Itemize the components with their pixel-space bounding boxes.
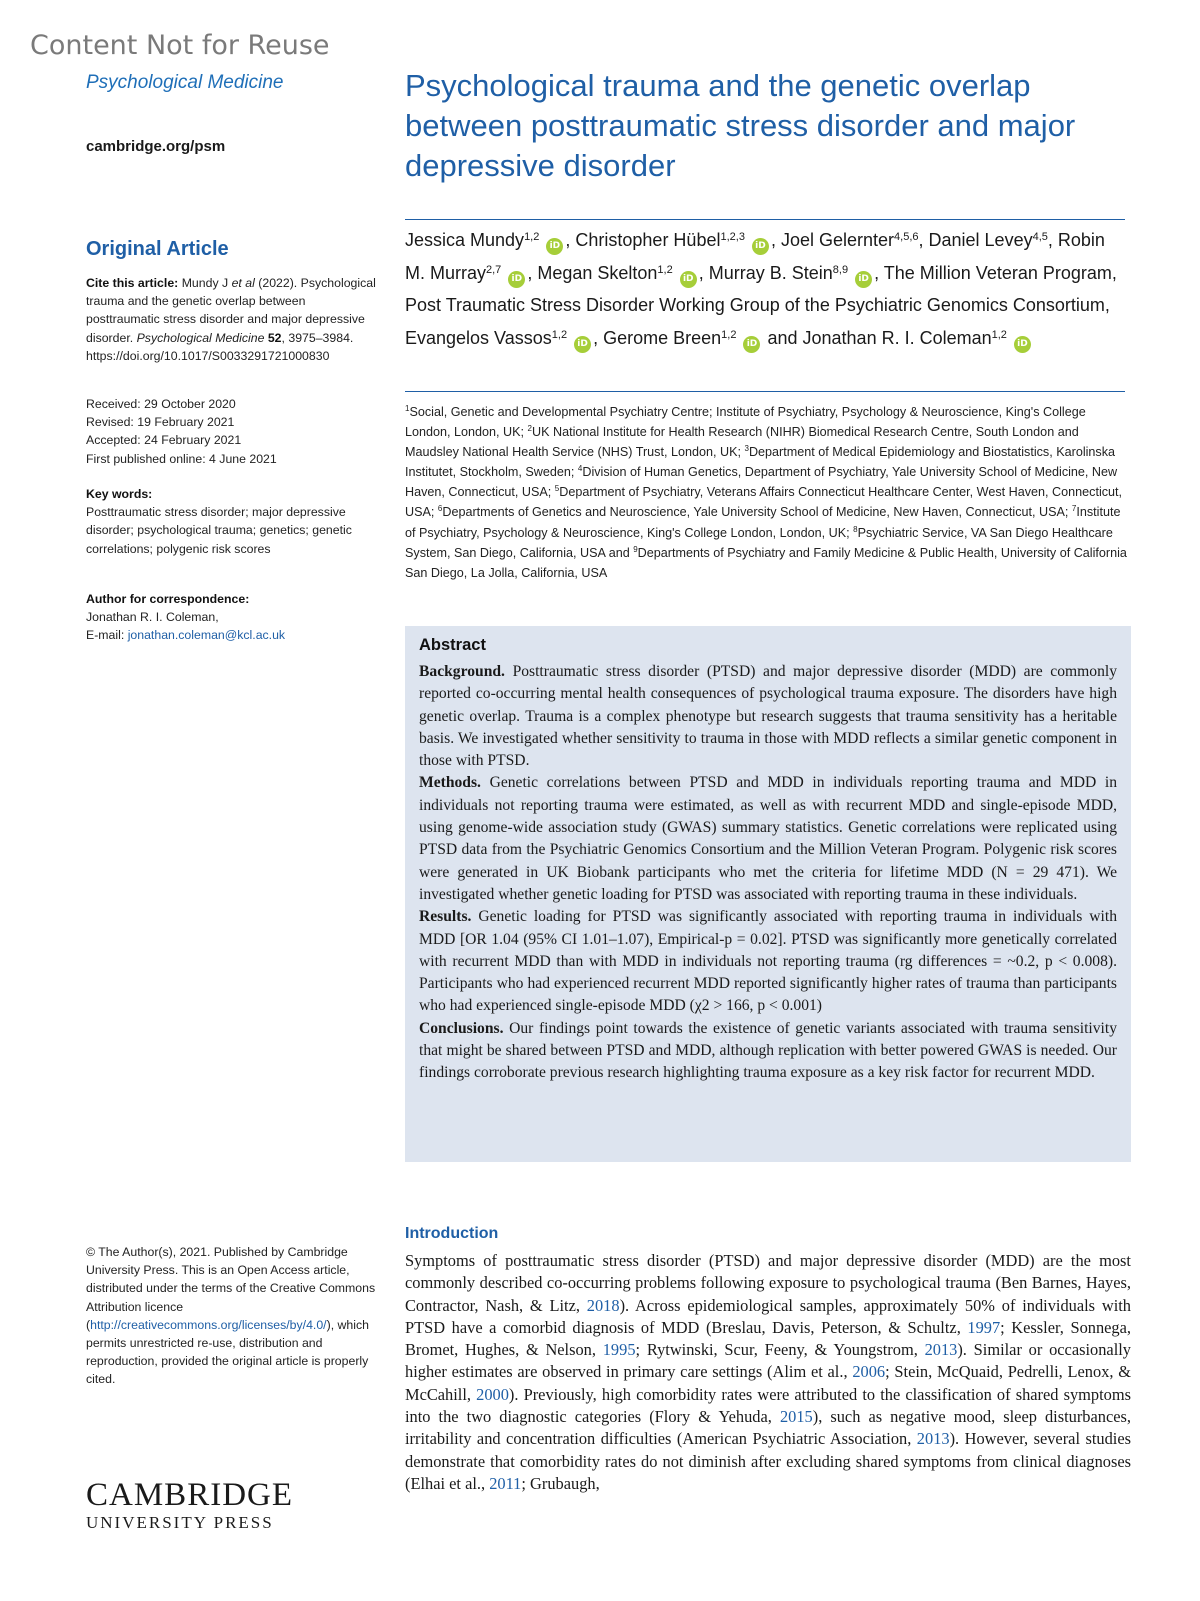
- citation-link[interactable]: 2000: [476, 1384, 509, 1404]
- abstract-body: [419, 661, 1117, 1085]
- citation-link[interactable]: 2006: [852, 1362, 886, 1382]
- intro-text: ). Across epidemiological samples, approximately 50% of individuals with PTSD have a comorbid diagnosis of MDD (Breslau, Davis, Peterson, & Schultz,: [405, 1295, 1132, 1337]
- orcid-icon[interactable]: iD: [1014, 336, 1031, 353]
- intro-text: Symptoms of posttraumatic stress disorder (PTSD) and major depressive disorder (MDD) are the most commonly described co-occurring problems following exposure to psychological trauma (Ben Barnes, Hayes, Contractor, Nash, & Litz,: [405, 1251, 1131, 1315]
- abstract-heading: Abstract: [419, 636, 486, 654]
- conclusions-label: Conclusions.: [419, 1019, 504, 1037]
- author-separator: ,: [565, 230, 576, 250]
- date-received: Received: 29 October 2020: [86, 397, 236, 411]
- intro-text: ; Grubaugh,: [521, 1473, 600, 1493]
- dates-block: [86, 395, 376, 468]
- cite-authors: Mundy J: [181, 276, 229, 290]
- intro-text: ; Stein, McQuaid, Pedrelli, Lenox, & McCahill,: [405, 1362, 1131, 1404]
- intro-text: ). However, several studies demonstrate that comorbidity rates do not diminish after excluding shared symptoms from clinical diagnoses (Elhai et al.,: [405, 1429, 1131, 1493]
- intro-text: ; Rytwinski, Scur, Feeny, & Youngstrom,: [635, 1340, 925, 1360]
- author-name: Murray B. Stein: [708, 262, 833, 283]
- cite-year-title: (2022). Psychological trauma and the genetic overlap between posttraumatic stress disorder and major depressive disorder.: [86, 276, 376, 345]
- correspondence-label: Author for correspondence:: [86, 592, 250, 606]
- citation-link[interactable]: 1997: [967, 1317, 1001, 1337]
- background-label: Background.: [419, 663, 505, 680]
- license-block: [86, 1243, 376, 1389]
- author-affiliation-marker: 4,5,6: [894, 231, 919, 243]
- author-separator: ,: [918, 230, 929, 250]
- affiliation-text: Psychiatric Service, VA San Diego Healthcare System, San Diego, California, USA and: [405, 525, 1113, 560]
- journal-name: Psychological Medicine: [86, 72, 284, 93]
- journal-website[interactable]: cambridge.org/psm: [86, 138, 226, 155]
- article-title: Psychological trauma and the genetic overlap between posttraumatic stress disorder and major depressive disorder: [405, 68, 1076, 183]
- date-revised: Revised: 19 February 2021: [86, 415, 235, 430]
- methods-label: Methods.: [419, 774, 481, 792]
- author-name: Joel Gelernter: [780, 230, 895, 250]
- affiliation-number: 4: [577, 464, 583, 474]
- author-name: Gerome Breen: [603, 327, 722, 348]
- results-text: Genetic loading for PTSD was significantly associated with reporting trauma in individuals with MDD [OR 1.04 (95% CI 1.01–1.07), Empirical-p = 0.02]. PTSD was significantly more genetically correlated with recurrent MDD than with MDD in individuals not reporting trauma (rg differences = ~0.2, p < 0.008). Participants who had experienced recurrent MDD reported significantly higher rates of trauma than participants who had experienced single-episode MDD (χ2 > 166, p < 0.001): [419, 908, 1117, 1015]
- affiliation-text: Department of Psychiatry, Veterans Affairs Connecticut Healthcare Center, West Haven, Connecticut, USA;: [405, 485, 1123, 520]
- conclusions-text: Our findings point towards the existence of genetic variants associated with trauma sensitivity that might be shared between PTSD and MDD, although replication with better powered GWAS is needed. Our findings corroborate previous research highlighting trauma exposure as a key risk factor for recurrent MDD.: [419, 1019, 1117, 1082]
- introduction-heading: Introduction: [405, 1225, 499, 1242]
- cite-etal: et al: [231, 276, 255, 290]
- author-name: Christopher Hübel: [575, 230, 721, 250]
- authors-top-rule: [405, 219, 1125, 220]
- correspondence-email-line: [86, 626, 376, 644]
- license-text-pre: © The Author(s), 2021. Published by Cambridge University Press. This is an Open Access article, distributed under the terms of the Creative Commons Attribution licence (: [86, 1245, 376, 1332]
- author-affiliation-marker: 1,2: [991, 328, 1007, 341]
- author-affiliation-marker: 2,7: [486, 263, 502, 276]
- affiliations: [405, 402, 1131, 583]
- license-link[interactable]: http://creativecommons.org/licenses/by/4.0/: [90, 1317, 327, 1332]
- author-affiliation-marker: 1,2,3: [720, 231, 745, 243]
- author-name: The Million Veteran Program, Post Traumatic Stress Disorder Working Group of the Psychiatric Genomics Consortium: [405, 262, 1117, 315]
- methods-text: Genetic correlations between PTSD and MDD in individuals reporting trauma and MDD in individuals not reporting trauma were estimated, as well as with recurrent MDD and single-episode MDD, using genome-wide association study (GWAS) summary statistics. Genetic correlations were replicated using PTSD data from the Psychiatric Genomics Consortium and the Million Veteran Program. Polygenic risk scores were generated in UK Biobank participants who met the criteria for lifetime MDD (N = 29 471). We investigated whether genetic loading for PTSD was associated with reporting trauma in these individuals.: [419, 774, 1117, 903]
- orcid-icon[interactable]: iD: [574, 336, 591, 353]
- date-accepted: Accepted: 24 February 2021: [86, 433, 242, 448]
- author-name: Megan Skelton: [537, 262, 658, 283]
- orcid-icon[interactable]: iD: [546, 238, 563, 255]
- keywords-text: Posttraumatic stress disorder; major depressive disorder; psychological trauma; genetics; genetic correlations; polygenic risk scores: [86, 505, 352, 556]
- publisher-logo-line1: CAMBRIDGE: [86, 1477, 294, 1513]
- affiliation-number: 7: [1071, 504, 1077, 514]
- citation-link[interactable]: 2015: [779, 1407, 813, 1427]
- author-separator: ,: [698, 262, 709, 283]
- orcid-icon[interactable]: iD: [855, 271, 872, 288]
- background-text: Posttraumatic stress disorder (PTSD) and major depressive disorder (MDD) are commonly reported co-occurring mental health consequences of psychological trauma exposure. The disorders have high genetic overlap. Trauma is a complex phenotype but research suggests that trauma sensitivity has a heritable basis. We investigated whether sensitivity to trauma in those with MDD reflects a similar genetic component in those with PTSD.: [419, 663, 1117, 770]
- keywords-block: [86, 485, 376, 558]
- citation-link[interactable]: 2011: [489, 1473, 522, 1493]
- author-affiliation-marker: 1,2: [524, 231, 540, 243]
- results-label: Results.: [419, 908, 472, 926]
- cite-block: [86, 274, 376, 365]
- author-affiliation-marker: 1,2: [657, 263, 673, 276]
- author-separator: ,: [1104, 295, 1110, 315]
- introduction-body: [405, 1250, 1131, 1495]
- intro-text: ; Kessler, Sonnega, Bromet, Hughes, & Nelson,: [405, 1317, 1132, 1360]
- affiliation-number: 5: [554, 484, 560, 494]
- citation-link[interactable]: 2013: [916, 1429, 950, 1449]
- intro-text: ). Previously, high comorbidity rates were attributed to the classification of shared symptoms into the two diagnostic categories (Flory & Yehuda,: [405, 1384, 1132, 1427]
- citation-link[interactable]: 2018: [586, 1295, 620, 1315]
- date-published: First published online: 4 June 2021: [86, 451, 277, 466]
- orcid-icon[interactable]: iD: [743, 336, 760, 353]
- license-text-post: ), which permits unrestricted re-use, distribution and reproduction, provided the original article is properly cited.: [86, 1317, 369, 1387]
- affiliation-text: Departments of Psychiatry and Family Medicine & Public Health, University of California San Diego, La Jolla, California, USA: [405, 545, 1127, 580]
- affiliation-number: 3: [744, 444, 749, 454]
- correspondence-name: Jonathan R. I. Coleman,: [86, 610, 219, 625]
- keywords-label: Key words:: [86, 487, 153, 501]
- affiliation-number: 2: [527, 424, 532, 434]
- author-name: Robin M. Murray: [405, 230, 1105, 283]
- cite-pages-doi: , 3975–3984. https://doi.org/10.1017/S0033291721000830: [86, 330, 354, 363]
- author-separator: ,: [593, 327, 604, 348]
- author-name: Daniel Levey: [928, 230, 1033, 250]
- affiliation-number: 1: [405, 404, 410, 413]
- author-affiliation-marker: 8,9: [832, 263, 849, 276]
- affiliation-text: Institute of Psychiatry, Psychology & Neuroscience, King's College London, London, UK;: [405, 505, 1121, 540]
- author-separator: ,: [1047, 230, 1058, 250]
- watermark: Content Not for Reuse: [30, 30, 330, 61]
- affiliation-text: Social, Genetic and Developmental Psychiatry Centre; Institute of Psychiatry, Psychology & Neuroscience, King's College London, London, UK;: [405, 405, 1086, 440]
- author-separator: ,: [527, 262, 538, 283]
- email-link[interactable]: jonathan.coleman@kcl.ac.uk: [127, 628, 286, 643]
- article-type: Original Article: [86, 238, 229, 260]
- citation-link[interactable]: 1995: [602, 1340, 636, 1360]
- correspondence-block: [86, 590, 376, 645]
- cite-journal: Psychological Medicine: [136, 330, 265, 345]
- author-separator: ,: [874, 262, 884, 283]
- authors-bottom-rule: [405, 391, 1125, 392]
- citation-link[interactable]: 2013: [924, 1340, 958, 1360]
- affiliation-text: Department of Medical Epidemiology and Biostatistics, Karolinska Institutet, Stockholm, Sweden;: [405, 445, 1116, 480]
- cite-volume: 52: [267, 330, 282, 345]
- author-affiliation-marker: 4,5: [1032, 231, 1048, 243]
- affiliation-number: 9: [633, 544, 638, 554]
- affiliation-text: Departments of Genetics and Neuroscience, Yale University School of Medicine, New Haven, Connecticut, USA;: [442, 505, 1072, 520]
- author-name: Evangelos Vassos: [405, 327, 552, 348]
- orcid-icon[interactable]: iD: [508, 271, 525, 288]
- email-label: E-mail:: [86, 628, 128, 643]
- cite-label: Cite this article:: [86, 276, 179, 290]
- author-affiliation-marker: 1,2: [721, 328, 737, 341]
- affiliation-text: UK National Institute for Health Research (NIHR) Biomedical Research Centre, South London and Maudsley National Health Service (NHS) Trust, London, UK;: [405, 425, 1079, 460]
- author-name: Jessica Mundy: [405, 230, 525, 250]
- author-affiliation-marker: 1,2: [551, 328, 568, 341]
- orcid-icon[interactable]: iD: [680, 271, 697, 288]
- publisher-logo-line2: UNIVERSITY PRESS: [86, 1513, 274, 1532]
- intro-text: ), such as negative mood, sleep disturbances, irritability and concentration difficulties (American Psychiatric Association,: [405, 1407, 1132, 1449]
- affiliation-number: 8: [853, 524, 858, 534]
- author-name: and Jonathan R. I. Coleman: [767, 327, 992, 348]
- author-separator: ,: [770, 230, 781, 250]
- intro-text: ). Similar or occasionally higher estimates are observed in primary care settings (Alim et al.,: [405, 1340, 1131, 1382]
- author-list: [405, 224, 1125, 354]
- affiliation-number: 6: [437, 504, 443, 514]
- abstract-box: [405, 626, 1131, 1162]
- orcid-icon[interactable]: iD: [752, 238, 769, 255]
- affiliation-text: Division of Human Genetics, Department of Psychiatry, Yale University School of Medicine, New Haven, Connecticut, USA;: [405, 465, 1118, 500]
